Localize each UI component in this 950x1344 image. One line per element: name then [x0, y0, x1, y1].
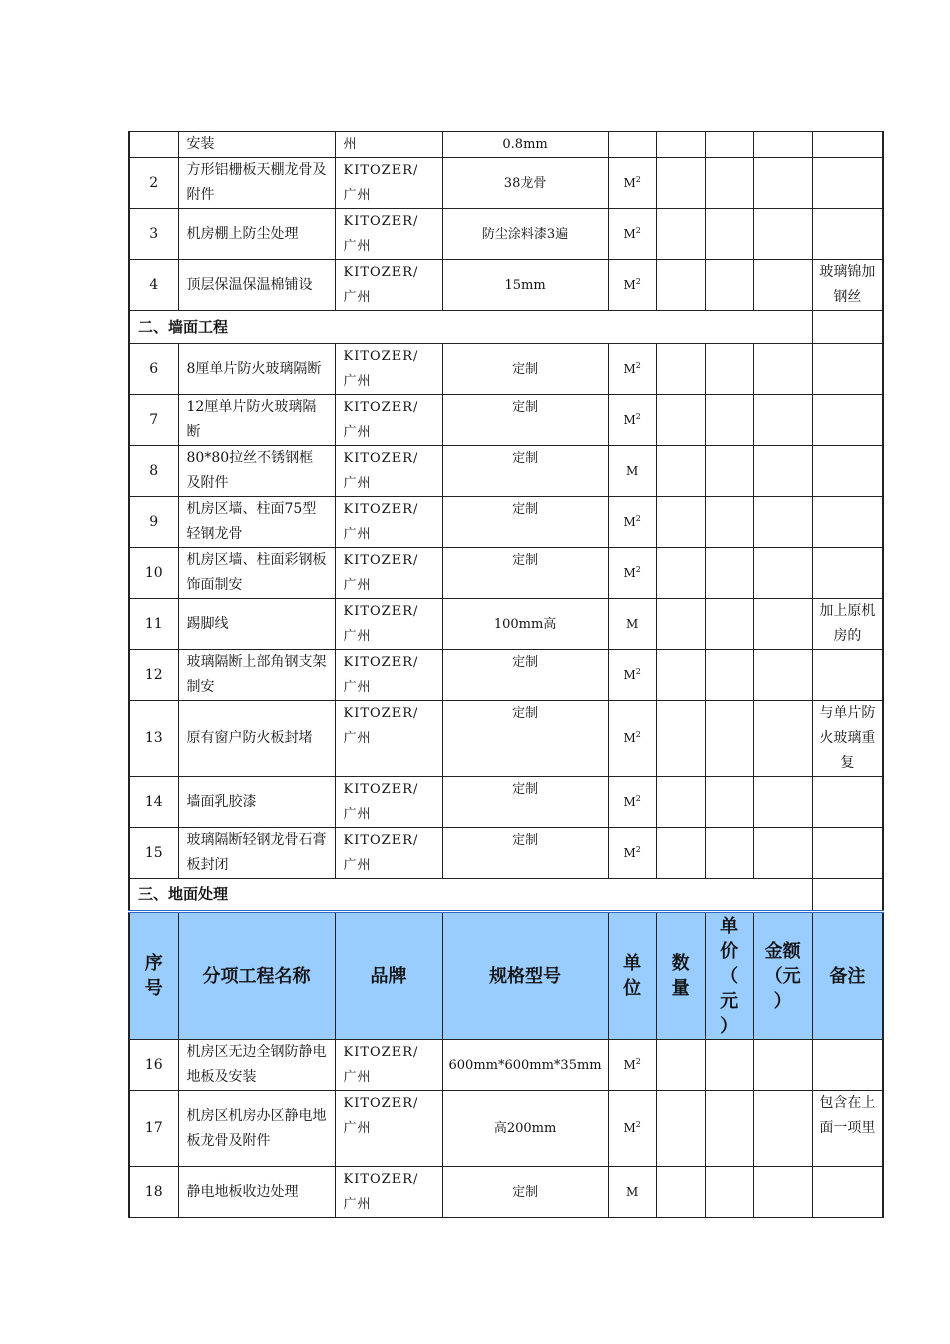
item-unit-price [705, 158, 753, 209]
item-number: 10 [129, 548, 178, 599]
table-row [129, 1091, 883, 1167]
item-brand: KITOZER/ 广州 [335, 209, 442, 260]
item-unit-price [705, 395, 753, 446]
item-number: 12 [129, 650, 178, 701]
table-row [129, 777, 883, 828]
item-name: 原有窗户防火板封堵 [178, 701, 335, 777]
header-price: 单 价 （ 元 ） [705, 912, 753, 1040]
item-quantity [656, 650, 705, 701]
table-row [129, 1167, 883, 1218]
item-unit-price [705, 1167, 753, 1218]
item-quantity [656, 260, 705, 311]
item-quantity [656, 1091, 705, 1167]
header-spec: 规格型号 [442, 912, 608, 1040]
item-amount [753, 344, 812, 395]
item-unit: $M^2$ [608, 1040, 656, 1091]
item-spec: 定制 [442, 701, 608, 777]
item-name: 机房区墙、柱面彩钢板饰面制安 [178, 548, 335, 599]
item-unit: $M^2$ [608, 497, 656, 548]
item-spec: 100mm高 [442, 599, 608, 650]
item-unit: $M^2$ [608, 650, 656, 701]
item-name: 8厘单片防火玻璃隔断 [178, 344, 335, 395]
table-row [129, 395, 883, 446]
item-note: 包含在上面一项里 [812, 1091, 883, 1167]
table-row [129, 650, 883, 701]
item-brand: KITOZER/ 广州 [335, 446, 442, 497]
table-row [129, 1040, 883, 1091]
item-brand: KITOZER/ 广州 [335, 828, 442, 879]
item-unit: $M^2$ [608, 777, 656, 828]
item-amount [753, 650, 812, 701]
table-row [129, 599, 883, 650]
section-note [812, 879, 883, 912]
item-unit: $M^2$ [608, 260, 656, 311]
item-quantity [656, 777, 705, 828]
item-name: 墙面乳胶漆 [178, 777, 335, 828]
item-quantity [656, 497, 705, 548]
item-quantity [656, 828, 705, 879]
item-brand: 州 [335, 132, 442, 158]
item-spec: 定制 [442, 344, 608, 395]
item-quantity [656, 158, 705, 209]
item-spec: 0.8mm [442, 132, 608, 158]
item-quantity [656, 446, 705, 497]
item-amount [753, 548, 812, 599]
header-note: 备注 [812, 912, 883, 1040]
item-number: 11 [129, 599, 178, 650]
item-quantity [656, 1167, 705, 1218]
item-brand: KITOZER/ 广州 [335, 395, 442, 446]
item-unit: $M^2$ [608, 701, 656, 777]
item-brand: KITOZER/ 广州 [335, 497, 442, 548]
item-amount [753, 497, 812, 548]
item-quantity [656, 701, 705, 777]
item-brand: KITOZER/ 广州 [335, 344, 442, 395]
item-spec: 定制 [442, 446, 608, 497]
item-note [812, 650, 883, 701]
item-note [812, 344, 883, 395]
item-amount [753, 599, 812, 650]
item-note [812, 497, 883, 548]
item-amount [753, 777, 812, 828]
item-number: 14 [129, 777, 178, 828]
item-amount [753, 260, 812, 311]
item-spec: 高200mm [442, 1091, 608, 1167]
item-unit: M [608, 1167, 656, 1218]
item-number: 8 [129, 446, 178, 497]
item-unit: $M^2$ [608, 828, 656, 879]
item-quantity [656, 599, 705, 650]
table-row [129, 209, 883, 260]
item-name: 12厘单片防火玻璃隔断 [178, 395, 335, 446]
item-spec: 定制 [442, 497, 608, 548]
item-name: 顶层保温保温棉铺设 [178, 260, 335, 311]
item-quantity [656, 1040, 705, 1091]
item-unit: $M^2$ [608, 548, 656, 599]
quotation-table [128, 131, 884, 1218]
table-header [129, 912, 883, 1040]
item-number: 15 [129, 828, 178, 879]
item-unit-price [705, 1091, 753, 1167]
item-note: 玻璃锦加钢丝 [812, 260, 883, 311]
section-title: 二、墙面工程 [129, 311, 812, 344]
table-row [129, 446, 883, 497]
item-note [812, 158, 883, 209]
item-name: 80*80拉丝不锈钢框及附件 [178, 446, 335, 497]
item-spec: 定制 [442, 650, 608, 701]
item-unit-price [705, 446, 753, 497]
header-qty: 数 量 [656, 912, 705, 1040]
item-unit [608, 132, 656, 158]
item-unit: $M^2$ [608, 1091, 656, 1167]
item-amount [753, 1091, 812, 1167]
section-note [812, 311, 883, 344]
item-note [812, 132, 883, 158]
item-spec: 38龙骨 [442, 158, 608, 209]
item-unit: M [608, 446, 656, 497]
item-number: 4 [129, 260, 178, 311]
table-row [129, 260, 883, 311]
item-unit-price [705, 650, 753, 701]
item-spec: 600mm*600mm*35mm [442, 1040, 608, 1091]
item-brand: KITOZER/ 广州 [335, 1167, 442, 1218]
item-quantity [656, 395, 705, 446]
item-number: 3 [129, 209, 178, 260]
item-quantity [656, 344, 705, 395]
item-number [129, 132, 178, 158]
item-name: 机房区墙、柱面75型轻钢龙骨 [178, 497, 335, 548]
item-quantity [656, 548, 705, 599]
item-unit-price [705, 209, 753, 260]
item-unit-price [705, 497, 753, 548]
item-note [812, 548, 883, 599]
item-number: 2 [129, 158, 178, 209]
item-unit: $M^2$ [608, 158, 656, 209]
item-unit-price [705, 1040, 753, 1091]
item-unit-price [705, 777, 753, 828]
item-unit: M [608, 599, 656, 650]
item-unit-price [705, 344, 753, 395]
header-name: 分项工程名称 [178, 912, 335, 1040]
item-name: 玻璃隔断上部角钢支架制安 [178, 650, 335, 701]
item-amount [753, 158, 812, 209]
item-note [812, 446, 883, 497]
table-row [129, 497, 883, 548]
item-note [812, 1167, 883, 1218]
item-name: 玻璃隔断轻钢龙骨石膏板封闭 [178, 828, 335, 879]
item-note: 与单片防火玻璃重复 [812, 701, 883, 777]
item-unit: $M^2$ [608, 209, 656, 260]
item-number: 16 [129, 1040, 178, 1091]
item-number: 7 [129, 395, 178, 446]
item-quantity [656, 132, 705, 158]
item-unit: $M^2$ [608, 344, 656, 395]
item-name: 安装 [178, 132, 335, 158]
item-amount [753, 446, 812, 497]
item-note [812, 395, 883, 446]
item-brand: KITOZER/ 广州 [335, 701, 442, 777]
item-brand: KITOZER/ 广州 [335, 548, 442, 599]
item-note [812, 828, 883, 879]
item-number: 9 [129, 497, 178, 548]
item-note: 加上原机房的 [812, 599, 883, 650]
item-brand: KITOZER/ 广州 [335, 1040, 442, 1091]
item-name: 机房区无边全钢防静电地板及安装 [178, 1040, 335, 1091]
item-brand: KITOZER/ 广州 [335, 158, 442, 209]
table-row [129, 344, 883, 395]
item-unit-price [705, 260, 753, 311]
header-amount: 金额 （元 ） [753, 912, 812, 1040]
item-brand: KITOZER/ 广州 [335, 599, 442, 650]
item-spec: 防尘涂料漆3遍 [442, 209, 608, 260]
item-note [812, 1040, 883, 1091]
item-unit-price [705, 701, 753, 777]
table-row [129, 701, 883, 777]
item-name: 静电地板收边处理 [178, 1167, 335, 1218]
section-title: 三、地面处理 [129, 879, 812, 912]
item-spec: 定制 [442, 395, 608, 446]
item-name: 机房区机房办区静电地板龙骨及附件 [178, 1091, 335, 1167]
item-name: 踢脚线 [178, 599, 335, 650]
item-number: 13 [129, 701, 178, 777]
header-unit: 单 位 [608, 912, 656, 1040]
item-amount [753, 1167, 812, 1218]
header-no: 序 号 [129, 912, 178, 1040]
table-row [129, 132, 883, 158]
section-floor [129, 879, 883, 912]
item-quantity [656, 209, 705, 260]
item-number: 18 [129, 1167, 178, 1218]
item-unit: $M^2$ [608, 395, 656, 446]
item-brand: KITOZER/ 广州 [335, 777, 442, 828]
section-wall [129, 311, 883, 344]
item-amount [753, 1040, 812, 1091]
item-note [812, 777, 883, 828]
item-number: 6 [129, 344, 178, 395]
table-row [129, 158, 883, 209]
item-amount [753, 395, 812, 446]
item-brand: KITOZER/ 广州 [335, 650, 442, 701]
item-unit-price [705, 828, 753, 879]
item-unit-price [705, 132, 753, 158]
item-spec: 定制 [442, 1167, 608, 1218]
item-amount [753, 828, 812, 879]
item-amount [753, 132, 812, 158]
item-brand: KITOZER/ 广州 [335, 260, 442, 311]
item-amount [753, 701, 812, 777]
item-unit-price [705, 548, 753, 599]
item-name: 方形铝栅板天棚龙骨及附件 [178, 158, 335, 209]
table-row [129, 828, 883, 879]
item-note [812, 209, 883, 260]
header-brand: 品牌 [335, 912, 442, 1040]
item-unit-price [705, 599, 753, 650]
item-spec: 定制 [442, 548, 608, 599]
item-number: 17 [129, 1091, 178, 1167]
item-name: 机房棚上防尘处理 [178, 209, 335, 260]
item-spec: 定制 [442, 828, 608, 879]
item-brand: KITOZER/ 广州 [335, 1091, 442, 1167]
item-spec: 15mm [442, 260, 608, 311]
table-row [129, 548, 883, 599]
item-amount [753, 209, 812, 260]
item-spec: 定制 [442, 777, 608, 828]
